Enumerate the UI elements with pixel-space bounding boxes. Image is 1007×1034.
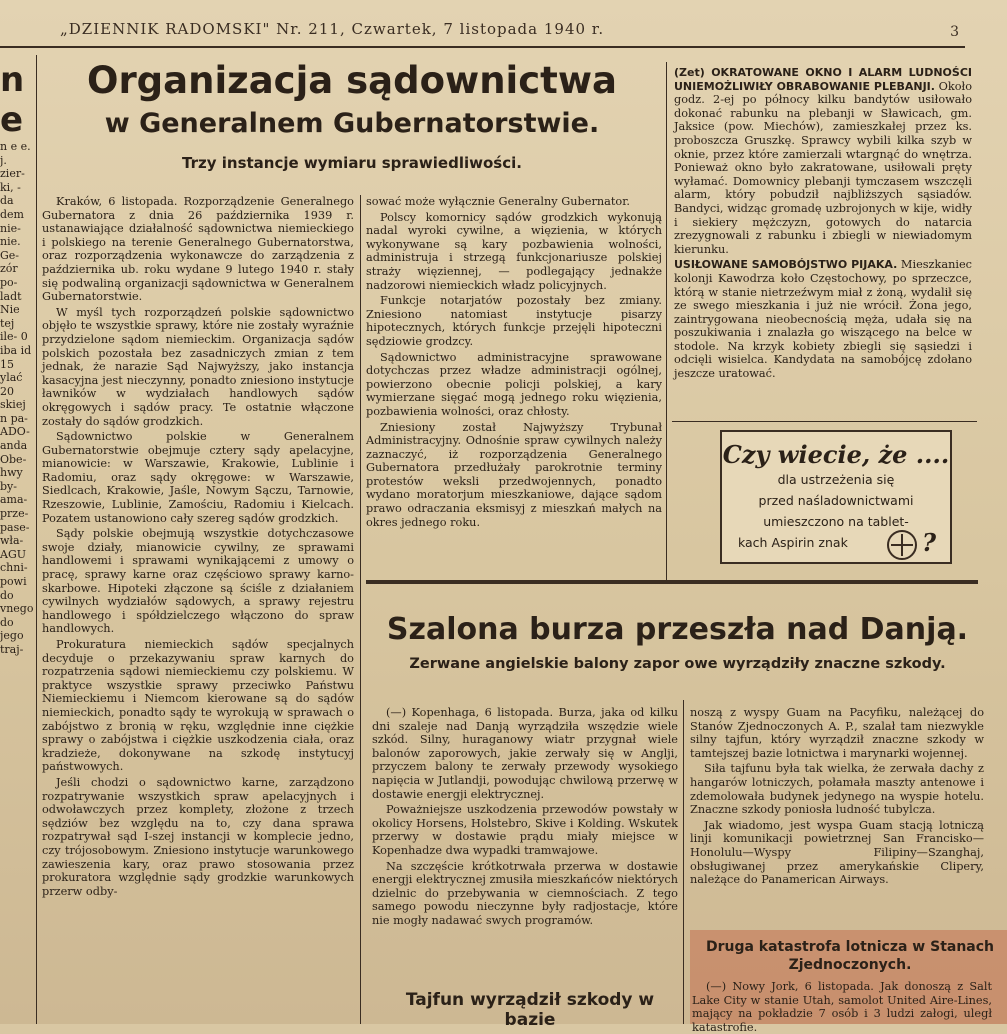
paragraph: W myśl tych rozporządzeń polskie sądownictwo objęło te wszystkie sprawy, które nie zostały wyraźnie przydzielone sądom niemieckim. Organizacja sądów polskich pozostała bez zasadniczych zmian z tem jednak, że narazie Sąd Najwyższy, jako instancja kasacyjna jest nieczynny, ponadto zniesiono instytucje ławników w wydziałach handlowych sądów okręgowych i sądów pracy. Te ostatnie włączone zostały do sądów grodzkich.	[42, 305, 354, 428]
left-fragment-column	[0, 60, 32, 1020]
column-rule	[666, 62, 667, 582]
paragraph: (—) Kopenhaga, 6 listopada. Burza, jaka od kilku dni szaleje nad Danją wyrządziła wszędzie wiele szkód. Silny, huraganowy wiatr przygnał wiele balonów zaporowych, jakie zerwały się w Anglji, przyczem balony te zerwały przewody wysokiego napięcia w Jutlandji, powodując chwilową przerwę w dostawie energji elektrycznej.	[372, 706, 678, 801]
paragraph: Sądownictwo administracyjne sprawowane dotychczas przez władze administracji ogólnej, powierzono obecnie policji polskiej, a kary wymierzane sięgać mogą jednego roku więzienia, pozbawienia wolności, oraz chłosty.	[366, 350, 662, 418]
paragraph: sować może wyłącznie Generalny Gubernator.	[366, 195, 630, 208]
paragraph: Kraków, 6 listopada. Rozporządzenie Generalnego Gubernatora z dnia 26 października 1939 r. ustanawiające działalność sądownictwa niemieckiego i polskiego na terenie Generalnego Gubernatorstwa, oraz rozporządzenia wykonawcze do zarządzenia z października ub. roku wydane 9 lutego 1940 r. stały się podwaliną organizacji sądownictwa w Generalnem Gubernatorstwie.	[42, 195, 354, 304]
news-item	[674, 66, 972, 256]
news-item-text: Około godz. 2-ej po północy kilku bandytów usiłowało dokonać rabunku na plebanji w Sławicach, gm. Jaksice (pow. Miechów), zamieszkałej przez ks. proboszcza Gruszkę. Sprawcy wybili kilka szyb w oknie, przez które zamierzali wtargnąć do wnętrza. Ponieważ okno było zakratowane, usiłowali pręty wyłamać. Domownicy plebanji tymczasem wszczęli alarm, który pobudził najbliższych sąsiadów. Bandyci, widząc gromadę uzbrojonych w kije, widły i siekiery mężczyzn, gotowych do natarcia zrezygnowali z rabunku i zbiegli w niewiadomym kierunku.	[674, 79, 972, 256]
section-rule	[366, 580, 978, 584]
article1-headline: Organizacja sądownictwa	[86, 59, 617, 102]
news-item-title: USIŁOWANE SAMOBÓJSTWO PIJAKA.	[674, 258, 898, 272]
air-crash-text-column	[692, 980, 992, 1034]
article2-subheadline: Zerwane angielskie balony zapor owe wyrządziły znaczne szkody.	[409, 656, 946, 672]
paragraph: Sądownictwo polskie w Generalnem Gubernatorstwie obejmuje cztery sądy apelacyjne, mianowicie: w Warszawie, Krakowie, Lublinie i Radomiu, oraz sądy okręgowe: w Warszawie, Siedlcach, Krakowie, Jaśle, Nowym Sączu, Tarnowie, Rzeszowie, Lublinie, Zamościu, Radomiu i Kielcach. Pozatem ustanowiono cały szereg sądów grodzkich.	[42, 430, 354, 525]
masthead	[60, 20, 960, 44]
right-news-column	[674, 66, 972, 418]
ad-line: umieszczono na tablet-	[763, 514, 909, 529]
column-rule	[683, 700, 684, 1024]
air-crash-headline: Druga katastrofa lotnicza w Stanach Zjednoczonych.	[705, 939, 995, 973]
paragraph: Sądy polskie obejmują wszystkie dotychczasowe swoje działy, mianowicie cywilny, ze sprawami handlowemi i sprawami wynikającemi z umowy o pracę, sprawy karne oraz częściowo sprawy karno-skarbowe. Hipoteki złączone są ściśle z działaniem cywilnych wydziałów sądowych, a sprawy rejestru handlowego i spółdzielczego włączono do spraw handlowych.	[42, 527, 354, 636]
fragment-big-letters: n e	[0, 60, 25, 140]
article1-subheadline: Trzy instancje wymiaru sprawiedliwości.	[182, 154, 522, 172]
paragraph: Siła tajfunu była tak wielka, że zerwała dachy z hangarów lotniczych, połamała maszty antenowe i zdemolowała budynek jedynego na wyspie hotelu. Znaczne szkody poniosła ludność tubylcza.	[690, 762, 984, 817]
article2-column2	[690, 706, 984, 932]
ad-line: dla ustrzeżenia się	[777, 472, 895, 487]
paragraph: Polscy komornicy sądów grodzkich wykonują nadal wyroki cywilne, a więzienia, w których wykonywane są kary pozbawienia wolności, administruja i strzegą funkcjonariusze polskiej straży więziennej, — podlegający jednakże nadzorowi niemieckich władz policyjnych.	[366, 210, 662, 292]
article1-headline-line2: w Generalnem Gubernatorstwie.	[104, 108, 600, 139]
page-number: 3	[950, 24, 960, 40]
masthead-rule	[0, 46, 965, 48]
paragraph: Funkcje notarjatów pozostały bez zmiany. Zniesiono natomiast instytucje pisarzy hipotecznych, których funkcje przejęli hipoteczni sędziowie grodzcy.	[366, 294, 662, 348]
article1-column1	[42, 195, 354, 1024]
typhoon-headline: Tajfun wyrządził szkody w bazie	[405, 990, 655, 1030]
bayer-cross-icon	[887, 530, 917, 560]
article2-column1	[372, 706, 678, 986]
ad-title: Czy wiecie, że ....	[722, 440, 950, 469]
masthead-text: „DZIENNIK RADOMSKI" Nr. 211, Czwartek, 7 listopada 1940 r.	[60, 20, 605, 38]
column-rule	[36, 55, 37, 1024]
fragment-text: n e e. j. zier- ki, - da dem nie- nie. Ge- zór po- ladt Nie tej ile- 0 iba id 15 ylać 20 skiej n pa- ADO- anda Obe- hwy by- ama- prze- pase- wła- AGU chni- powi do vnego do jego traj-	[0, 140, 34, 656]
article2-headline: Szalona burza przeszła nad Danją.	[386, 612, 969, 647]
ad-question-mark: ?	[922, 528, 937, 557]
column-rule	[360, 195, 361, 1024]
paragraph: Jak wiadomo, jest wyspa Guam stacją lotniczą linji komunikacji powietrznej San Francisko—Honolulu—Wyspy Filipiny—Szanghaj, obsługiwanej przez amerykańskie Clipery, należące do Panamerican Airways.	[690, 818, 984, 887]
paragraph: (—) Nowy Jork, 6 listopada. Jak donoszą z Salt Lake City w stanie Utah, samolot United Aire-Lines, mający na pokładzie 7 osób i 3 ludzi załogi, uległ katastrofie.	[692, 980, 992, 1034]
ad-line: kach Aspirin znak	[738, 535, 848, 550]
news-item-text: Mieszkaniec kolonji Kawodrza koło Częstochowy, po sprzeczce, którą w stanie nietrzeźwym miał z żoną, wydalił się ze swego mieszkania i już nie wrócił. Żona jego, zaintrygowana nieobecnością męża, udała się na poszukiwania i znalazła go wiszącego na belce w stodole. Na krzyk kobiety zbiegli się sąsiedzi i odcięli wisielca. Kandydata na samobójcę zdołano jeszcze uratować.	[674, 258, 972, 381]
news-item-title: (Zet) OKRATOWANE OKNO I ALARM LUDNOŚCI UNIEMOŻLIWIŁY OBRABOWANIE PLEBANJI.	[674, 66, 972, 93]
paragraph: Poważniejsze uszkodzenia przewodów powstały w okolicy Horsens, Holstebro, Skive i Kolding. Wskutek przerwy w dostawie prądu miały miejsce w Kopenhadze dwa wypadki tramwajowe.	[372, 803, 678, 857]
paragraph: Prokuratura niemieckich sądów specjalnych decyduje o przekazywaniu spraw karnych do rozpatrzenia sądowi niemieckiemu czy polskiemu. W praktyce wszystkie sprawy przeciwko Państwu Niemieckiemu i Niemcom kierowane są do sądów niemieckich, ponadto sądy te wyrokują w sprawach o zabójstwo z bronią w ręku, względnie inne ciężkie sprawy o zabójstwa i ciężkie uszkodzenia ciała, oraz kradzieże, dokonywane na szkodę instytucyj państwowych.	[42, 638, 354, 774]
aspirin-advertisement	[720, 430, 952, 564]
paragraph: noszą z wyspy Guam na Pacyfiku, należącej do Stanów Zjednoczonych A. P., szalał tam niezwykle silny tajfun, który wyrządził znaczne szkody w tamtejszej bazie lotnictwa i marynarki wojennej.	[690, 706, 984, 760]
item-rule	[672, 421, 977, 422]
paragraph: Na szczęście krótkotrwała przerwa w dostawie energji elektrycznej zmusiła mieszkańców niektórych dzielnic do przebywania w ciemnościach. Z tego samego powodu nieczynne były radjostacje, które nie mogły nadawać swych programów.	[372, 859, 678, 927]
news-item	[674, 258, 972, 380]
article1-column2	[366, 195, 662, 580]
ad-line: przed naśladownictwami	[758, 493, 914, 508]
paragraph: Zniesiony został Najwyższy Trybunał Administracyjny. Odnośnie spraw cywilnych należy zaznaczyć, iż rozporządzenia Generalnego Gubernatora przedłużały parokrotnie terminy protestów weksli przedwojennych, ponadto wydano moratorjum mieszkaniowe, dające sądom prawo odraczania eksmisyj z mieszkań małych na okres jednego roku.	[366, 420, 662, 529]
paragraph: Jeśli chodzi o sądownictwo karne, zarządzono rozpatrywanie wszystkich spraw apelacyjnych i odwoławczych przez komplety, złożone z trzech sędziów bez względu na to, czy dana sprawa rozpatrywał sąd I-szej instancji w komplecie jedno, czy trójosobowym. Zniesiono instytucje warunkowego zawieszenia kary, oraz prawo stosowania przez prokuratora względnie sądy grodzkie warunkowych przerw odby-	[42, 775, 354, 898]
